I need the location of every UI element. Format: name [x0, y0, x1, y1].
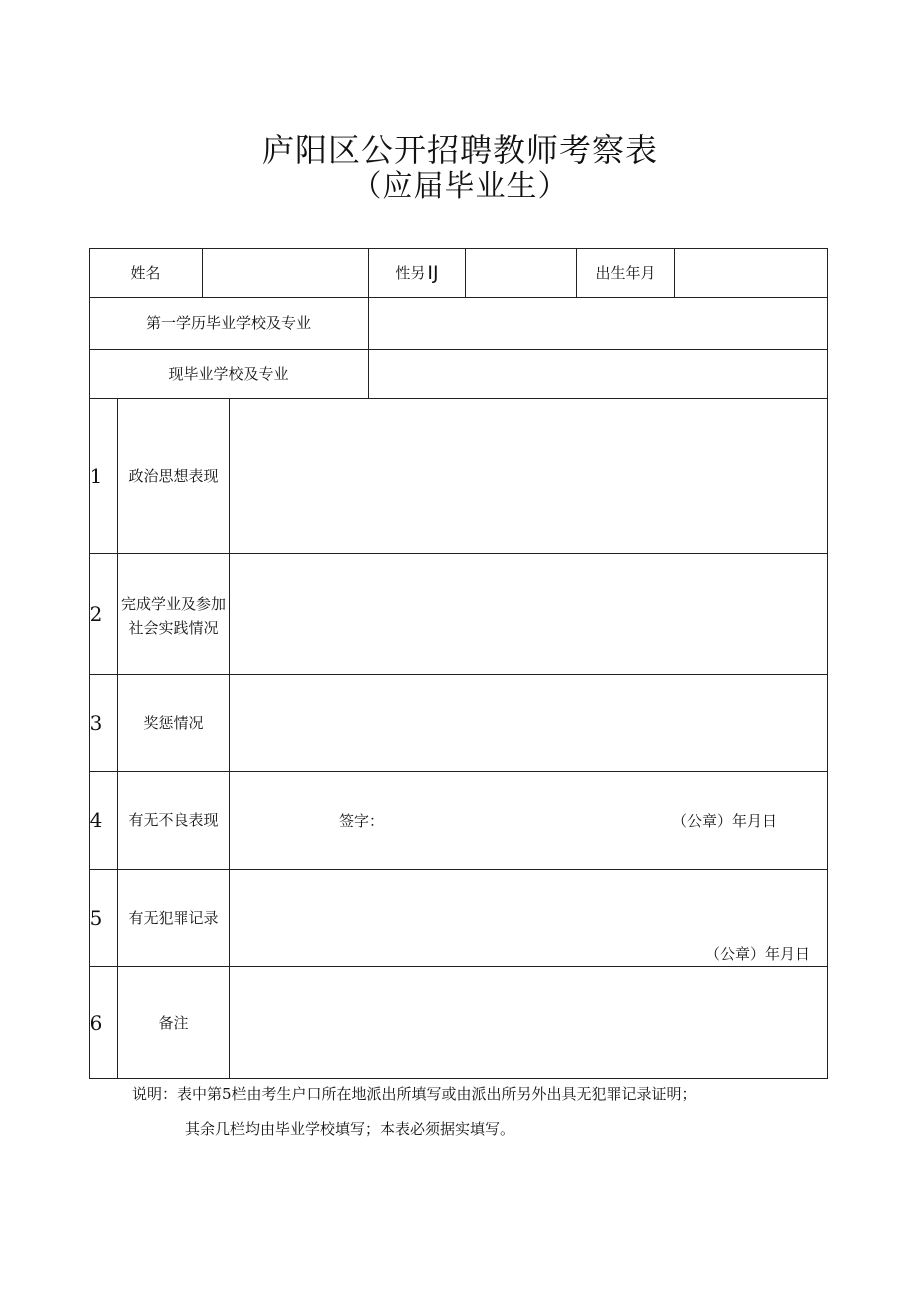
section-label: 备注	[158, 1013, 189, 1032]
note-line-2: 其余几栏均由毕业学校填写；本表必须据实填写。	[185, 1120, 516, 1138]
signature-label: 签字：	[339, 812, 385, 830]
current-school-label: 现毕业学校及专业	[168, 364, 289, 383]
section-number: 1	[89, 463, 103, 488]
section-number: 4	[89, 808, 103, 832]
first-degree-field[interactable]	[369, 297, 828, 349]
section-label: 奖惩情况	[143, 713, 204, 732]
section-number: 2	[89, 601, 103, 626]
section-label: 政治思想表现	[128, 466, 219, 485]
birth-label: 出生年月	[595, 263, 656, 282]
first-degree-label: 第一学历毕业学校及专业	[145, 314, 311, 332]
stamp-date: （公章）年月日	[705, 945, 811, 963]
section-number: 3	[89, 710, 103, 735]
section-number: 5	[89, 905, 103, 930]
section-field[interactable]	[230, 674, 828, 771]
note-line-1: 说明：表中第5栏由考生户口所在地派出所填写或由派出所另外出具无犯罪记录证明；	[132, 1085, 697, 1103]
gender-label	[369, 248, 465, 297]
gender-label-suffix: IJ	[427, 261, 439, 284]
section-field[interactable]	[230, 398, 828, 553]
page-title: 庐阳区公开招聘教师考察表	[261, 131, 658, 169]
birth-field[interactable]	[675, 248, 828, 297]
page-subtitle: （应届毕业生）	[351, 169, 569, 204]
gender-field[interactable]	[466, 248, 576, 297]
section-number: 6	[89, 1010, 103, 1035]
section-label: 有无犯罪记录	[128, 908, 219, 927]
section-label: 完成学业及参加社会实践情况	[121, 594, 227, 637]
name-field[interactable]	[203, 248, 368, 297]
stamp-date: （公章）年月日	[672, 812, 778, 830]
name-label: 姓名	[130, 263, 161, 282]
section-label: 有无不良表现	[128, 811, 219, 829]
section-field[interactable]	[230, 553, 828, 674]
gender-label-text: 性另	[395, 263, 426, 282]
current-school-field[interactable]	[369, 349, 828, 398]
section-field[interactable]	[230, 966, 828, 1079]
